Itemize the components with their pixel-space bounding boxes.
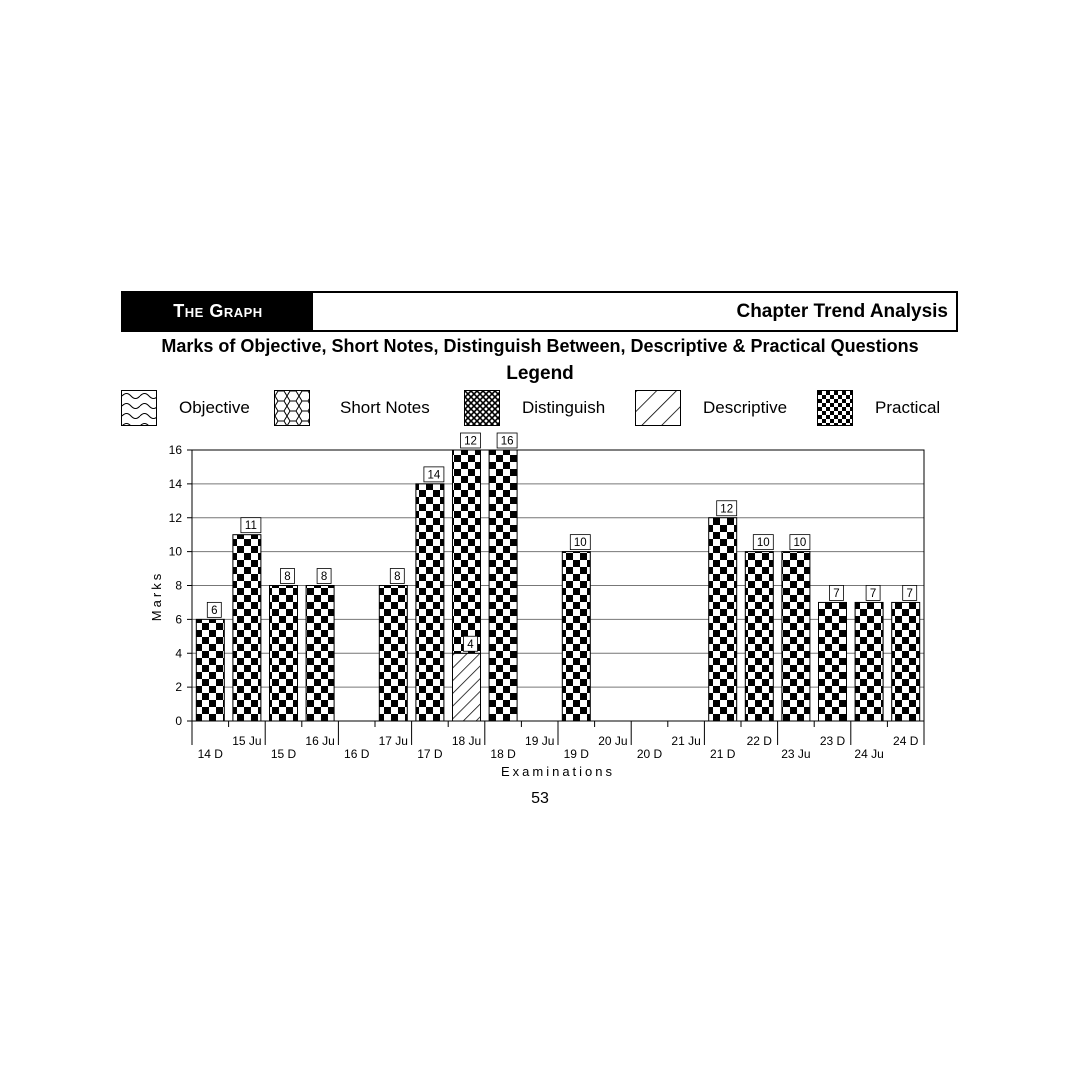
y-tick-label: 10: [168, 544, 182, 559]
data-label: 10: [793, 537, 807, 550]
x-tick-label: 18 Ju: [451, 734, 482, 748]
bar-practical: [782, 552, 810, 721]
chart-subtitle: Marks of Objective, Short Notes, Distinguish Between, Descriptive & Practical Questions: [161, 336, 919, 356]
data-label: 8: [394, 571, 401, 583]
x-tick-label: 24 Ju: [854, 747, 884, 761]
data-label: 12: [720, 503, 734, 516]
legend-title: Legend: [506, 363, 574, 384]
y-tick-label: 16: [168, 443, 182, 457]
data-label: 7: [833, 587, 840, 600]
data-label: 7: [906, 587, 913, 600]
y-tick-label: 6: [175, 612, 182, 627]
x-tick-label: 21 Ju: [671, 734, 701, 748]
x-tick-label: 15 D: [270, 747, 297, 761]
data-label: 16: [500, 435, 514, 448]
data-label: 10: [573, 537, 587, 550]
data-label: 6: [211, 604, 218, 617]
x-tick-label: 16 Ju: [305, 734, 335, 748]
bar-practical: [562, 552, 590, 721]
bar-practical: [745, 552, 773, 721]
y-tick-label: 12: [168, 510, 182, 525]
x-tick-label: 20 D: [636, 747, 663, 761]
bar-practical: [489, 450, 517, 721]
legend-label-practical: Practical: [875, 398, 941, 417]
section-label: The Graph: [123, 293, 313, 330]
bar-practical: [709, 518, 737, 721]
legend-label-objective: Objective: [179, 398, 250, 417]
x-tick-label: 19 Ju: [525, 734, 555, 748]
bar-descriptive: [453, 653, 481, 721]
legend-label-descriptive: Descriptive: [703, 398, 788, 417]
bar-practical: [233, 535, 261, 721]
x-tick-label: 17 D: [417, 747, 443, 761]
chapter-title: Chapter Trend Analysis: [736, 300, 948, 322]
y-tick-label: 2: [175, 680, 182, 695]
bar-practical: [270, 586, 298, 722]
y-axis-label: Marks: [149, 570, 164, 622]
y-tick-label: 0: [175, 714, 182, 728]
bar-practical: [379, 586, 407, 722]
gridlines: [192, 450, 924, 721]
x-axis-label: Examinations: [500, 764, 616, 779]
bar-practical: [855, 602, 883, 721]
bar-practical: [306, 586, 334, 722]
x-tick-label: 16 D: [344, 747, 370, 761]
y-tick-label: 4: [175, 646, 182, 661]
data-label: 4: [467, 638, 474, 651]
x-tick-label: 22 D: [746, 734, 772, 748]
x-tick-label: 23 Ju: [781, 747, 811, 761]
x-tick-label: 20 Ju: [598, 734, 628, 748]
data-label: 11: [244, 520, 257, 533]
x-tick-label: 17 Ju: [378, 734, 408, 748]
x-tick-label: 21 D: [710, 747, 736, 761]
x-tick-label: 14 D: [197, 747, 223, 761]
data-label: 12: [464, 435, 477, 448]
y-tick-label: 14: [168, 476, 182, 491]
bar-practical: [416, 484, 444, 721]
data-label: 8: [320, 571, 328, 583]
bar-practical: [892, 602, 920, 721]
bar-practical: [453, 450, 481, 653]
legend-label-short-notes: Short Notes: [340, 398, 430, 417]
bar-practical: [196, 619, 224, 721]
bar-practical: [819, 602, 847, 721]
data-label: 8: [284, 571, 291, 583]
legend-label-distinguish: Distinguish: [522, 398, 606, 417]
x-tick-label: 18 D: [490, 747, 516, 761]
x-tick-label: 23 D: [819, 734, 846, 748]
data-label: 10: [756, 537, 770, 550]
page-number: 53: [531, 790, 549, 807]
x-tick-label: 15 Ju: [232, 734, 262, 748]
x-tick-label: 24 D: [893, 734, 919, 748]
y-tick-label: 8: [175, 578, 182, 593]
data-label: 7: [869, 587, 877, 600]
data-label: 14: [427, 469, 441, 482]
x-tick-label: 19 D: [563, 747, 589, 761]
